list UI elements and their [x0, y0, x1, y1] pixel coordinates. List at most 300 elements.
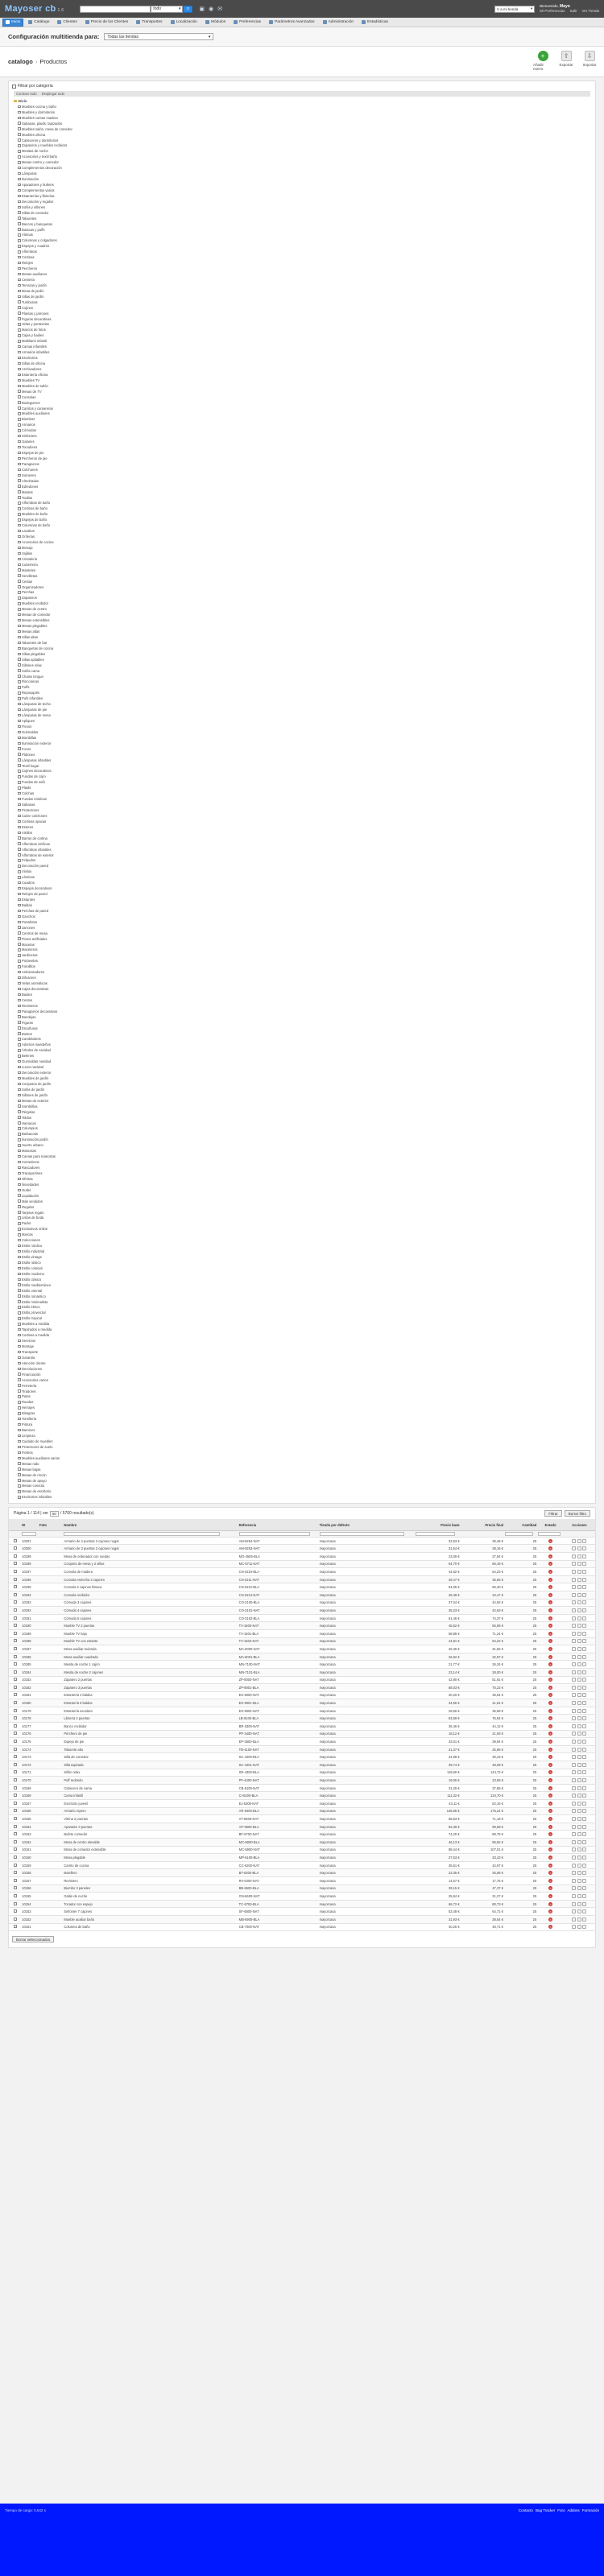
duplicate-icon[interactable] [577, 1639, 581, 1643]
duplicate-icon[interactable] [577, 1809, 581, 1813]
view-shop-link[interactable]: Ver Tienda [581, 9, 599, 13]
tree-item[interactable] [14, 936, 590, 942]
row-checkbox[interactable] [14, 1832, 17, 1835]
tree-item[interactable] [14, 964, 590, 969]
tree-item[interactable] [14, 383, 590, 389]
edit-icon[interactable] [572, 1817, 576, 1821]
status-disabled-icon[interactable]: × [549, 1770, 552, 1775]
edit-icon[interactable] [572, 1600, 576, 1604]
tree-item[interactable] [14, 171, 590, 176]
edit-icon[interactable] [572, 1856, 576, 1860]
row-checkbox[interactable] [14, 1570, 17, 1573]
tree-item[interactable] [14, 478, 590, 484]
tree-checkbox[interactable] [18, 1250, 21, 1253]
duplicate-icon[interactable] [577, 1886, 581, 1890]
table-row[interactable] [9, 1691, 595, 1699]
delete-icon[interactable] [582, 1879, 586, 1883]
tree-checkbox[interactable] [18, 1429, 21, 1432]
tree-item[interactable] [14, 774, 590, 779]
tree-checkbox[interactable] [18, 1311, 21, 1315]
tree-item[interactable] [14, 847, 590, 852]
tree-item[interactable] [14, 132, 590, 138]
table-row[interactable] [9, 1545, 595, 1553]
tree-checkbox[interactable] [18, 1496, 21, 1499]
tree-checkbox[interactable] [18, 1267, 21, 1270]
status-disabled-icon[interactable]: × [549, 1901, 552, 1906]
tree-checkbox[interactable] [18, 206, 21, 209]
table-row[interactable] [9, 1575, 595, 1583]
tree-item[interactable] [14, 1092, 590, 1098]
edit-icon[interactable] [572, 1539, 576, 1543]
tree-checkbox[interactable] [18, 1283, 21, 1286]
duplicate-icon[interactable] [577, 1786, 581, 1790]
tree-checkbox[interactable] [18, 1395, 21, 1398]
filter-button[interactable]: Filtrar [544, 1510, 562, 1517]
edit-icon[interactable] [572, 1709, 576, 1713]
delete-icon[interactable] [582, 1918, 586, 1922]
duplicate-icon[interactable] [577, 1578, 581, 1582]
multishop-select[interactable] [104, 33, 213, 40]
row-checkbox[interactable] [14, 1616, 17, 1620]
row-checkbox[interactable] [14, 1578, 17, 1581]
tree-item[interactable] [14, 590, 590, 596]
tree-item[interactable] [14, 997, 590, 1003]
status-disabled-icon[interactable]: × [549, 1740, 552, 1744]
tree-checkbox[interactable] [18, 144, 21, 147]
row-checkbox[interactable] [14, 1894, 17, 1897]
tree-checkbox[interactable] [18, 262, 21, 265]
table-row[interactable] [9, 1583, 595, 1591]
tree-item[interactable] [14, 338, 590, 344]
tree-checkbox[interactable] [18, 1245, 21, 1248]
filter-checkbox[interactable] [12, 85, 16, 89]
table-row[interactable] [9, 1730, 595, 1738]
duplicate-icon[interactable] [577, 1894, 581, 1898]
tree-checkbox[interactable] [18, 642, 21, 645]
tree-item[interactable] [14, 947, 590, 953]
table-row[interactable] [9, 1661, 595, 1669]
edit-icon[interactable] [572, 1732, 576, 1736]
tree-checkbox[interactable] [18, 770, 21, 773]
tree-checkbox[interactable] [18, 1038, 21, 1041]
tree-checkbox[interactable] [18, 178, 21, 181]
status-disabled-icon[interactable]: × [549, 1794, 552, 1798]
edit-icon[interactable] [572, 1925, 576, 1929]
delete-icon[interactable] [582, 1755, 586, 1759]
status-disabled-icon[interactable]: × [549, 1639, 552, 1644]
tree-item[interactable] [14, 327, 590, 332]
tree-checkbox[interactable] [18, 714, 21, 717]
tree-item[interactable] [14, 366, 590, 372]
tree-item[interactable] [14, 1031, 590, 1037]
tree-checkbox[interactable] [18, 1104, 21, 1108]
tree-item[interactable] [14, 1416, 590, 1422]
tree-checkbox[interactable] [18, 290, 21, 293]
search-input[interactable] [80, 6, 151, 13]
table-row[interactable] [9, 1893, 595, 1901]
tree-checkbox[interactable] [18, 931, 21, 935]
tree-checkbox[interactable] [18, 184, 21, 187]
edit-icon[interactable] [572, 1554, 576, 1558]
row-checkbox[interactable] [14, 1770, 17, 1773]
nav-tab[interactable] [266, 19, 318, 27]
table-row[interactable] [9, 1908, 595, 1916]
tree-item[interactable] [14, 612, 590, 617]
tree-item[interactable] [14, 679, 590, 685]
delete-icon[interactable] [582, 1562, 586, 1566]
table-row[interactable] [9, 1668, 595, 1676]
tree-item[interactable] [14, 355, 590, 361]
nav-tab[interactable] [2, 19, 23, 27]
tree-item[interactable] [14, 294, 590, 299]
edit-icon[interactable] [572, 1608, 576, 1612]
edit-icon[interactable] [572, 1825, 576, 1829]
tree-checkbox[interactable] [18, 267, 21, 270]
tree-item[interactable] [14, 221, 590, 227]
tree-checkbox[interactable] [18, 474, 21, 477]
status-disabled-icon[interactable]: × [549, 1863, 552, 1868]
duplicate-icon[interactable] [577, 1794, 581, 1798]
tree-checkbox[interactable] [18, 1010, 21, 1013]
tree-checkbox[interactable] [18, 613, 21, 617]
status-disabled-icon[interactable]: × [549, 1716, 552, 1721]
row-checkbox[interactable] [14, 1778, 17, 1781]
tree-checkbox[interactable] [18, 836, 21, 840]
tree-checkbox[interactable] [18, 1094, 21, 1097]
tree-item[interactable] [14, 372, 590, 378]
tree-checkbox[interactable] [18, 195, 21, 198]
table-row[interactable] [9, 1923, 595, 1931]
row-checkbox[interactable] [14, 1693, 17, 1696]
tree-checkbox[interactable] [18, 362, 21, 365]
delete-icon[interactable] [582, 1840, 586, 1844]
table-row[interactable] [9, 1599, 595, 1607]
tree-checkbox[interactable] [18, 1222, 21, 1225]
tree-checkbox[interactable] [18, 127, 21, 130]
tree-checkbox[interactable] [18, 412, 21, 415]
tree-checkbox[interactable] [18, 485, 21, 488]
tree-item[interactable] [14, 1338, 590, 1344]
row-checkbox[interactable] [14, 1554, 17, 1558]
tree-checkbox[interactable] [18, 552, 21, 555]
edit-icon[interactable] [572, 1678, 576, 1682]
edit-icon[interactable] [572, 1770, 576, 1774]
tree-checkbox[interactable] [18, 1211, 21, 1214]
tree-item[interactable] [14, 1260, 590, 1265]
nav-tab[interactable] [25, 19, 52, 27]
tree-checkbox[interactable] [18, 423, 21, 427]
duplicate-icon[interactable] [577, 1600, 581, 1604]
tree-item[interactable] [14, 958, 590, 964]
edit-icon[interactable] [572, 1794, 576, 1798]
status-disabled-icon[interactable]: × [549, 1747, 552, 1752]
table-row[interactable] [9, 1676, 595, 1684]
tree-checkbox[interactable] [18, 284, 21, 287]
tree-item[interactable] [14, 1444, 590, 1450]
tree-checkbox[interactable] [18, 1289, 21, 1292]
duplicate-icon[interactable] [577, 1624, 581, 1628]
tree-checkbox[interactable] [18, 1127, 21, 1130]
tree-checkbox[interactable] [18, 1043, 21, 1046]
tree-item[interactable] [14, 473, 590, 478]
tree-checkbox[interactable] [18, 848, 21, 851]
duplicate-icon[interactable] [577, 1871, 581, 1875]
edit-icon[interactable] [572, 1662, 576, 1666]
tree-item[interactable] [14, 1383, 590, 1389]
tree-checkbox[interactable] [18, 211, 21, 214]
duplicate-icon[interactable] [577, 1585, 581, 1589]
tree-item[interactable] [14, 1405, 590, 1410]
edit-icon[interactable] [572, 1686, 576, 1690]
duplicate-icon[interactable] [577, 1570, 581, 1574]
row-checkbox[interactable] [14, 1879, 17, 1882]
tree-checkbox[interactable] [18, 1100, 21, 1103]
table-row[interactable] [9, 1831, 595, 1839]
tree-checkbox[interactable] [18, 317, 21, 320]
tree-checkbox[interactable] [18, 340, 21, 343]
tree-checkbox[interactable] [18, 859, 21, 862]
tree-checkbox[interactable] [18, 250, 21, 254]
tree-checkbox[interactable] [18, 1351, 21, 1354]
tree-item[interactable] [14, 1360, 590, 1366]
table-row[interactable] [9, 1699, 595, 1707]
status-disabled-icon[interactable]: × [549, 1801, 552, 1806]
collapse-all-link[interactable]: Contraer todo [16, 92, 37, 96]
filter-reference-input[interactable] [239, 1532, 310, 1536]
edit-icon[interactable] [572, 1546, 576, 1550]
tree-item[interactable] [14, 1210, 590, 1216]
tree-item[interactable] [14, 735, 590, 741]
delete-icon[interactable] [582, 1701, 586, 1705]
duplicate-icon[interactable] [577, 1740, 581, 1744]
tree-item[interactable] [14, 1137, 590, 1142]
duplicate-icon[interactable] [577, 1546, 581, 1550]
tree-item[interactable] [14, 332, 590, 338]
tree-checkbox[interactable] [18, 803, 21, 807]
delete-icon[interactable] [582, 1546, 586, 1550]
tree-item[interactable] [14, 1254, 590, 1260]
tree-checkbox[interactable] [18, 630, 21, 634]
edit-icon[interactable] [572, 1693, 576, 1697]
tree-checkbox[interactable] [18, 948, 21, 952]
tree-item[interactable] [14, 237, 590, 243]
tree-checkbox[interactable] [18, 686, 21, 689]
delete-icon[interactable] [582, 1902, 586, 1906]
tree-item[interactable] [14, 176, 590, 182]
tree-checkbox[interactable] [18, 982, 21, 985]
tree-checkbox[interactable] [18, 1328, 21, 1331]
row-checkbox[interactable] [14, 1716, 17, 1719]
tree-item[interactable] [14, 1484, 590, 1489]
tree-checkbox[interactable] [18, 295, 21, 299]
tree-item[interactable] [14, 606, 590, 612]
duplicate-icon[interactable] [577, 1902, 581, 1906]
tree-checkbox[interactable] [18, 1451, 21, 1455]
row-checkbox[interactable] [14, 1755, 17, 1758]
tree-item[interactable] [14, 1131, 590, 1137]
tree-item[interactable] [14, 824, 590, 830]
tree-checkbox[interactable] [18, 155, 21, 159]
tree-checkbox[interactable] [18, 345, 21, 349]
table-row[interactable] [9, 1738, 595, 1746]
tree-checkbox[interactable] [18, 1155, 21, 1158]
row-checkbox[interactable] [14, 1794, 17, 1797]
tree-checkbox[interactable] [18, 1435, 21, 1438]
tree-checkbox[interactable] [18, 1189, 21, 1192]
column-header-photo[interactable]: Foto [39, 1519, 63, 1530]
tree-item[interactable] [14, 1327, 590, 1332]
row-checkbox[interactable] [14, 1632, 17, 1635]
tree-checkbox[interactable] [18, 167, 21, 170]
tree-item[interactable] [14, 696, 590, 701]
status-disabled-icon[interactable]: × [549, 1624, 552, 1629]
tree-checkbox[interactable] [18, 737, 21, 740]
tree-item[interactable] [14, 1427, 590, 1433]
row-checkbox[interactable] [14, 1763, 17, 1766]
tree-item[interactable] [14, 277, 590, 283]
tree-item[interactable] [14, 389, 590, 394]
tree-checkbox[interactable] [18, 965, 21, 968]
tree-item[interactable] [14, 115, 590, 121]
filter-shop-input[interactable] [320, 1532, 405, 1536]
status-disabled-icon[interactable]: × [549, 1878, 552, 1883]
tree-item[interactable] [14, 545, 590, 551]
tree-item[interactable] [14, 1455, 590, 1461]
tree-item[interactable] [14, 942, 590, 947]
tree-item[interactable] [14, 690, 590, 696]
tree-checkbox[interactable] [18, 1144, 21, 1147]
table-row[interactable] [9, 1753, 595, 1761]
delete-icon[interactable] [582, 1539, 586, 1543]
footer-link[interactable]: Formación [581, 2508, 599, 2512]
tree-checkbox[interactable] [18, 742, 21, 745]
tree-checkbox[interactable] [18, 1133, 21, 1136]
tree-item[interactable] [14, 836, 590, 841]
tree-item[interactable] [14, 1042, 590, 1047]
tree-item[interactable] [14, 1121, 590, 1126]
nav-tab[interactable] [358, 19, 391, 27]
tree-item[interactable] [14, 807, 590, 813]
tree-checkbox[interactable] [18, 122, 21, 125]
duplicate-icon[interactable] [577, 1847, 581, 1852]
delete-icon[interactable] [582, 1886, 586, 1890]
edit-icon[interactable] [572, 1647, 576, 1651]
tree-checkbox[interactable] [18, 636, 21, 639]
tree-item[interactable] [14, 1047, 590, 1053]
tree-checkbox[interactable] [18, 1468, 21, 1471]
column-header-name[interactable]: Nombre [63, 1519, 238, 1530]
tree-item[interactable] [14, 674, 590, 679]
tree-item[interactable] [14, 1064, 590, 1070]
tree-checkbox[interactable] [18, 541, 21, 544]
logout-link[interactable]: Salir [569, 9, 577, 13]
tree-item[interactable] [14, 361, 590, 366]
edit-icon[interactable] [572, 1670, 576, 1674]
row-checkbox[interactable] [14, 1562, 17, 1565]
tree-checkbox[interactable] [18, 1071, 21, 1075]
tree-item[interactable] [14, 779, 590, 785]
tree-checkbox[interactable] [18, 775, 21, 778]
status-disabled-icon[interactable]: × [549, 1608, 552, 1612]
delete-icon[interactable] [582, 1608, 586, 1612]
delete-icon[interactable] [582, 1925, 586, 1929]
tree-item[interactable] [14, 992, 590, 997]
tree-checkbox[interactable] [18, 669, 21, 672]
tree-item[interactable] [14, 501, 590, 506]
edit-icon[interactable] [572, 1894, 576, 1898]
tree-item[interactable] [14, 534, 590, 539]
table-row[interactable] [9, 1653, 595, 1661]
tree-item[interactable] [14, 394, 590, 400]
tree-checkbox[interactable] [18, 568, 21, 572]
tree-checkbox[interactable] [18, 357, 21, 360]
row-checkbox[interactable] [14, 1546, 17, 1550]
tree-item[interactable] [14, 746, 590, 752]
duplicate-icon[interactable] [577, 1825, 581, 1829]
tree-checkbox[interactable] [18, 334, 21, 337]
delete-icon[interactable] [582, 1763, 586, 1767]
delete-icon[interactable] [582, 1802, 586, 1806]
tree-checkbox[interactable] [18, 680, 21, 683]
tree-item[interactable] [14, 495, 590, 501]
delete-icon[interactable] [582, 1585, 586, 1589]
tree-item[interactable] [14, 1104, 590, 1109]
row-checkbox[interactable] [14, 1840, 17, 1843]
tree-checkbox[interactable] [18, 1368, 21, 1371]
edit-icon[interactable] [572, 1624, 576, 1628]
tree-checkbox[interactable] [18, 937, 21, 940]
tree-item[interactable] [14, 1494, 590, 1500]
row-checkbox[interactable] [14, 1786, 17, 1790]
table-row[interactable] [9, 1761, 595, 1769]
tree-item[interactable] [14, 143, 590, 149]
duplicate-icon[interactable] [577, 1678, 581, 1682]
row-checkbox[interactable] [14, 1670, 17, 1674]
tree-item[interactable] [14, 489, 590, 495]
tree-checkbox[interactable] [18, 1273, 21, 1276]
tree-item[interactable] [14, 651, 590, 657]
row-checkbox[interactable] [14, 1886, 17, 1889]
row-checkbox[interactable] [14, 1624, 17, 1627]
edit-icon[interactable] [572, 1832, 576, 1836]
tree-item[interactable] [14, 969, 590, 975]
tree-checkbox[interactable] [18, 401, 21, 404]
tree-checkbox[interactable] [18, 1406, 21, 1410]
duplicate-icon[interactable] [577, 1732, 581, 1736]
row-checkbox[interactable] [14, 1600, 17, 1604]
tree-item[interactable] [14, 919, 590, 925]
tree-checkbox[interactable] [18, 1166, 21, 1170]
tree-checkbox[interactable] [18, 904, 21, 907]
status-disabled-icon[interactable]: × [549, 1893, 552, 1898]
tree-checkbox[interactable] [18, 1233, 21, 1236]
tree-checkbox[interactable] [18, 881, 21, 885]
tree-checkbox[interactable] [18, 222, 21, 225]
duplicate-icon[interactable] [577, 1840, 581, 1844]
tree-item[interactable] [14, 1439, 590, 1444]
table-row[interactable] [9, 1915, 595, 1923]
tree-item[interactable] [14, 914, 590, 919]
duplicate-icon[interactable] [577, 1670, 581, 1674]
tree-item[interactable] [14, 880, 590, 886]
tree-item[interactable] [14, 188, 590, 193]
delete-icon[interactable] [582, 1732, 586, 1736]
delete-icon[interactable] [582, 1624, 586, 1628]
duplicate-icon[interactable] [577, 1655, 581, 1659]
tree-item[interactable] [14, 227, 590, 233]
column-header-id[interactable]: ID [21, 1519, 39, 1530]
tree-checkbox[interactable] [18, 1199, 21, 1203]
